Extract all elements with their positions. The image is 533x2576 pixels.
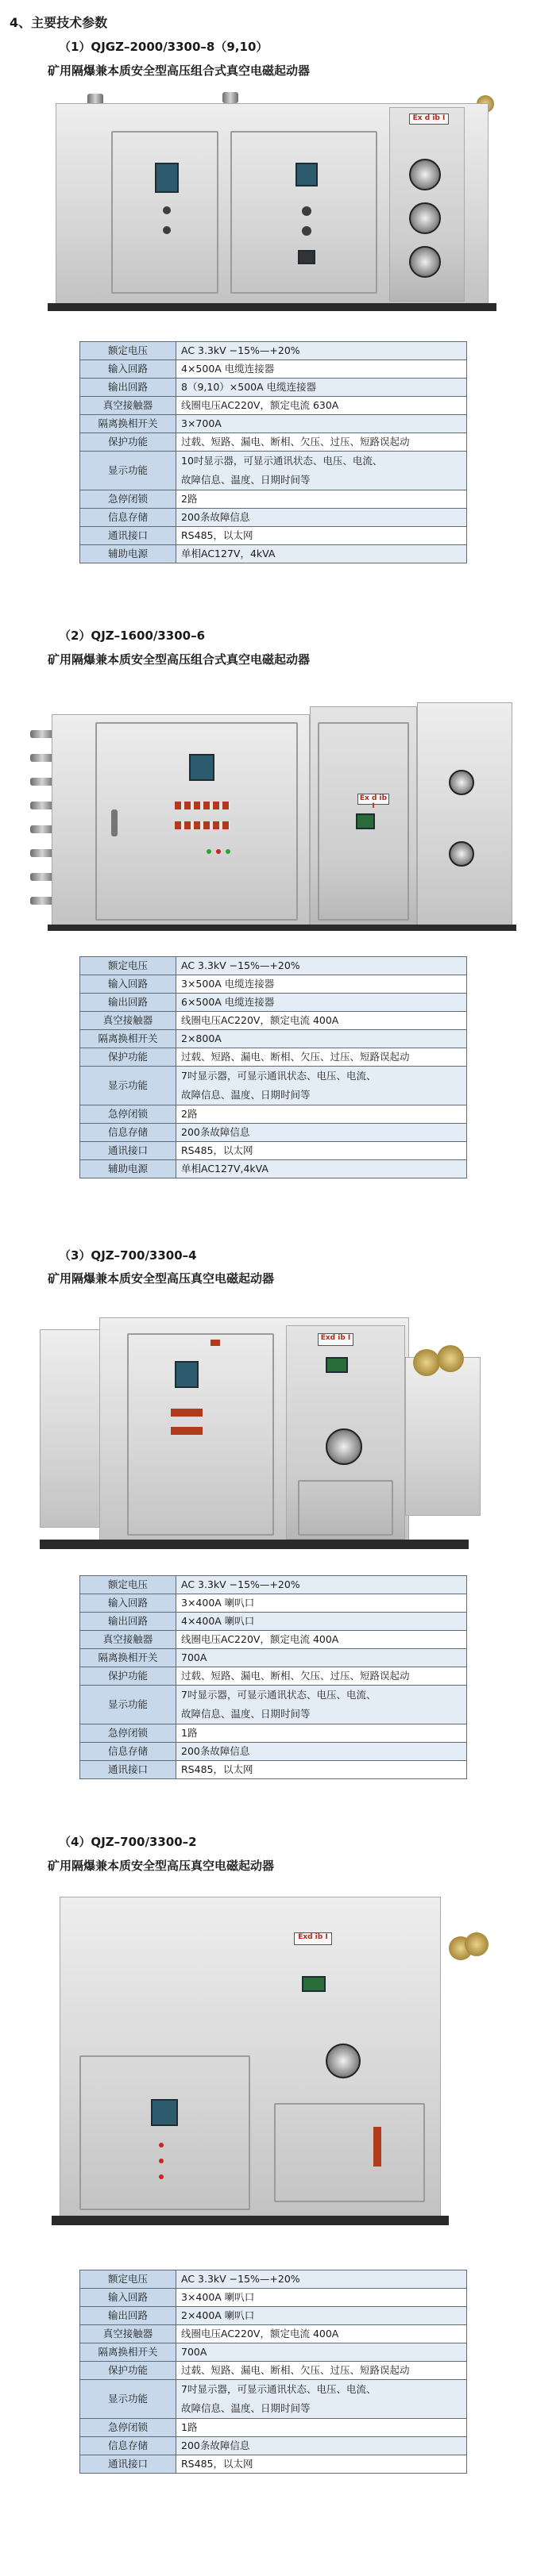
row-value: 200条故障信息	[176, 1124, 467, 1142]
table-row	[80, 2270, 467, 2289]
row-value: 7吋显示器，可显示通讯状态、电压、电流、 故障信息、温度、日期时间等	[176, 2380, 467, 2419]
model-2: （2）QJZ–1600/3300–6	[59, 629, 206, 643]
row-label: 通讯接口	[80, 2455, 176, 2474]
row-value: 线圈电压AC220V，额定电流 400A	[176, 1631, 467, 1649]
table-row	[80, 1686, 467, 1724]
product-photo-3	[24, 1301, 516, 1563]
row-value: 2路	[176, 1105, 467, 1124]
title-1: 矿用隔爆兼本质安全型高压组合式真空电磁起动器	[48, 63, 311, 78]
table-row	[80, 433, 467, 452]
table-row	[80, 1743, 467, 1761]
row-label: 信息存储	[80, 2437, 176, 2455]
ex-plate-1: Ex d ib I	[409, 113, 449, 125]
table-row	[80, 397, 467, 415]
row-value: 6×500A 电缆连接器	[176, 994, 467, 1012]
isolator-knob-icon	[449, 770, 474, 795]
row-label: 真空接触器	[80, 1631, 176, 1649]
row-label: 信息存储	[80, 509, 176, 527]
product-photo-1	[16, 87, 524, 317]
row-value: AC 3.3kV −15%—+20%	[176, 957, 467, 975]
table-row	[80, 452, 467, 490]
product-photo-2	[16, 698, 524, 936]
row-value: 200条故障信息	[176, 2437, 467, 2455]
table-row	[80, 415, 467, 433]
row-label: 输出回路	[80, 379, 176, 397]
row-value: RS485，以太网	[176, 527, 467, 545]
model-1: （1）QJGZ–2000/3300–8（9,10）	[59, 40, 268, 54]
spec-table-1	[79, 341, 467, 563]
row-label: 通讯接口	[80, 527, 176, 545]
table-row	[80, 2419, 467, 2437]
table-row	[80, 1576, 467, 1594]
row-value: 3×400A 喇叭口	[176, 2289, 467, 2307]
row-value: 4×400A 喇叭口	[176, 1613, 467, 1631]
row-value: 过载、短路、漏电、断相、欠压、过压、短路误起动	[176, 1048, 467, 1067]
row-label: 真空接触器	[80, 2325, 176, 2343]
row-value: RS485，以太网	[176, 1142, 467, 1160]
row-label: 额定电压	[80, 2270, 176, 2289]
table-row	[80, 1124, 467, 1142]
row-label: 隔离换相开关	[80, 1030, 176, 1048]
isolator-knob-icon	[449, 841, 474, 867]
row-value: 线圈电压AC220V，额定电流 400A	[176, 2325, 467, 2343]
row-label: 真空接触器	[80, 1012, 176, 1030]
row-label: 急停闭锁	[80, 2419, 176, 2437]
table-row	[80, 2455, 467, 2474]
isolator-knob-icon	[326, 2043, 361, 2078]
isolator-knob-icon	[409, 202, 441, 234]
row-value: 3×400A 喇叭口	[176, 1594, 467, 1613]
table-row	[80, 1160, 467, 1178]
row-label: 额定电压	[80, 1576, 176, 1594]
row-label: 信息存储	[80, 1124, 176, 1142]
table-row	[80, 1048, 467, 1067]
table-row	[80, 1105, 467, 1124]
row-value: 4×500A 电缆连接器	[176, 360, 467, 379]
row-label: 输入回路	[80, 360, 176, 379]
table-row	[80, 994, 467, 1012]
table-row	[80, 1724, 467, 1743]
row-label: 辅助电源	[80, 545, 176, 563]
table-row	[80, 360, 467, 379]
product-photo-4	[32, 1889, 516, 2246]
row-label: 辅助电源	[80, 1160, 176, 1178]
row-label: 输出回路	[80, 994, 176, 1012]
table-row	[80, 2437, 467, 2455]
row-label: 急停闭锁	[80, 1724, 176, 1743]
spec-table-3	[79, 1575, 467, 1779]
table-row	[80, 1012, 467, 1030]
row-value: 200条故障信息	[176, 509, 467, 527]
row-label: 输出回路	[80, 2307, 176, 2325]
spec-table-4	[79, 2270, 467, 2474]
row-label: 输入回路	[80, 1594, 176, 1613]
table-row	[80, 1142, 467, 1160]
row-label: 隔离换相开关	[80, 415, 176, 433]
row-label: 保护功能	[80, 1667, 176, 1686]
table-row	[80, 545, 467, 563]
page-heading: 4、主要技术参数	[10, 15, 108, 30]
row-value: 线圈电压AC220V，额定电流 400A	[176, 1012, 467, 1030]
ex-plate-4: Exd ib I	[294, 1932, 332, 1945]
row-label: 显示功能	[80, 2380, 176, 2419]
row-value: 过载、短路、漏电、断相、欠压、过压、短路误起动	[176, 433, 467, 452]
table-row	[80, 1761, 467, 1779]
table-row	[80, 1613, 467, 1631]
table-row	[80, 2362, 467, 2380]
row-label: 隔离换相开关	[80, 2343, 176, 2362]
table-row	[80, 2289, 467, 2307]
spec-table-2	[79, 956, 467, 1178]
table-row	[80, 975, 467, 994]
row-label: 输入回路	[80, 975, 176, 994]
row-label: 通讯接口	[80, 1761, 176, 1779]
row-value: 7吋显示器，可显示通讯状态、电压、电流、 故障信息、温度、日期时间等	[176, 1067, 467, 1105]
row-label: 显示功能	[80, 452, 176, 490]
row-label: 隔离换相开关	[80, 1649, 176, 1667]
row-label: 通讯接口	[80, 1142, 176, 1160]
row-value: 2×800A	[176, 1030, 467, 1048]
table-row	[80, 2343, 467, 2362]
row-label: 保护功能	[80, 1048, 176, 1067]
table-row	[80, 2380, 467, 2419]
model-3: （3）QJZ–700/3300–4	[59, 1248, 197, 1263]
row-value: 1路	[176, 1724, 467, 1743]
row-label: 显示功能	[80, 1686, 176, 1724]
row-value: 2路	[176, 490, 467, 509]
table-row	[80, 1631, 467, 1649]
row-label: 急停闭锁	[80, 1105, 176, 1124]
row-label: 急停闭锁	[80, 490, 176, 509]
row-value: RS485，以太网	[176, 1761, 467, 1779]
row-value: AC 3.3kV −15%—+20%	[176, 1576, 467, 1594]
row-value: 1路	[176, 2419, 467, 2437]
row-value: RS485，以太网	[176, 2455, 467, 2474]
row-label: 信息存储	[80, 1743, 176, 1761]
row-value: 过载、短路、漏电、断相、欠压、过压、短路误起动	[176, 1667, 467, 1686]
row-value: 10吋显示器，可显示通讯状态、电压、电流、 故障信息、温度、日期时间等	[176, 452, 467, 490]
row-value: 200条故障信息	[176, 1743, 467, 1761]
row-value: 单相AC127V,4kVA	[176, 1160, 467, 1178]
row-value: 700A	[176, 1649, 467, 1667]
table-row	[80, 1030, 467, 1048]
ex-plate-3: Exd ib I	[318, 1333, 353, 1346]
row-label: 输出回路	[80, 1613, 176, 1631]
row-label: 额定电压	[80, 957, 176, 975]
table-row	[80, 2307, 467, 2325]
isolator-knob-icon	[409, 159, 441, 190]
table-row	[80, 957, 467, 975]
table-row	[80, 1594, 467, 1613]
table-row	[80, 342, 467, 360]
table-row	[80, 2325, 467, 2343]
row-label: 保护功能	[80, 2362, 176, 2380]
table-row	[80, 1667, 467, 1686]
model-4: （4）QJZ–700/3300–2	[59, 1835, 197, 1849]
table-row	[80, 509, 467, 527]
row-value: 过载、短路、漏电、断相、欠压、过压、短路误起动	[176, 2362, 467, 2380]
row-value: 7吋显示器，可显示通讯状态、电压、电流、 故障信息、温度、日期时间等	[176, 1686, 467, 1724]
row-value: 单相AC127V，4kVA	[176, 545, 467, 563]
row-value: 线圈电压AC220V，额定电流 630A	[176, 397, 467, 415]
table-row	[80, 490, 467, 509]
row-label: 输入回路	[80, 2289, 176, 2307]
row-value: AC 3.3kV −15%—+20%	[176, 342, 467, 360]
table-row	[80, 379, 467, 397]
row-value: 3×700A	[176, 415, 467, 433]
ex-plate-2: Ex d ib I	[357, 794, 389, 805]
table-row	[80, 527, 467, 545]
row-value: 8（9,10）×500A 电缆连接器	[176, 379, 467, 397]
isolator-knob-icon	[409, 246, 441, 278]
row-value: 700A	[176, 2343, 467, 2362]
title-4: 矿用隔爆兼本质安全型高压真空电磁起动器	[48, 1859, 275, 1873]
row-value: 3×500A 电缆连接器	[176, 975, 467, 994]
row-label: 显示功能	[80, 1067, 176, 1105]
row-value: 2×400A 喇叭口	[176, 2307, 467, 2325]
row-value: AC 3.3kV −15%—+20%	[176, 2270, 467, 2289]
row-label: 保护功能	[80, 433, 176, 452]
row-label: 额定电压	[80, 342, 176, 360]
title-3: 矿用隔爆兼本质安全型高压真空电磁起动器	[48, 1271, 275, 1286]
table-row	[80, 1649, 467, 1667]
row-label: 真空接触器	[80, 397, 176, 415]
table-row	[80, 1067, 467, 1105]
isolator-knob-icon	[326, 1428, 362, 1465]
title-2: 矿用隔爆兼本质安全型高压组合式真空电磁起动器	[48, 652, 311, 667]
